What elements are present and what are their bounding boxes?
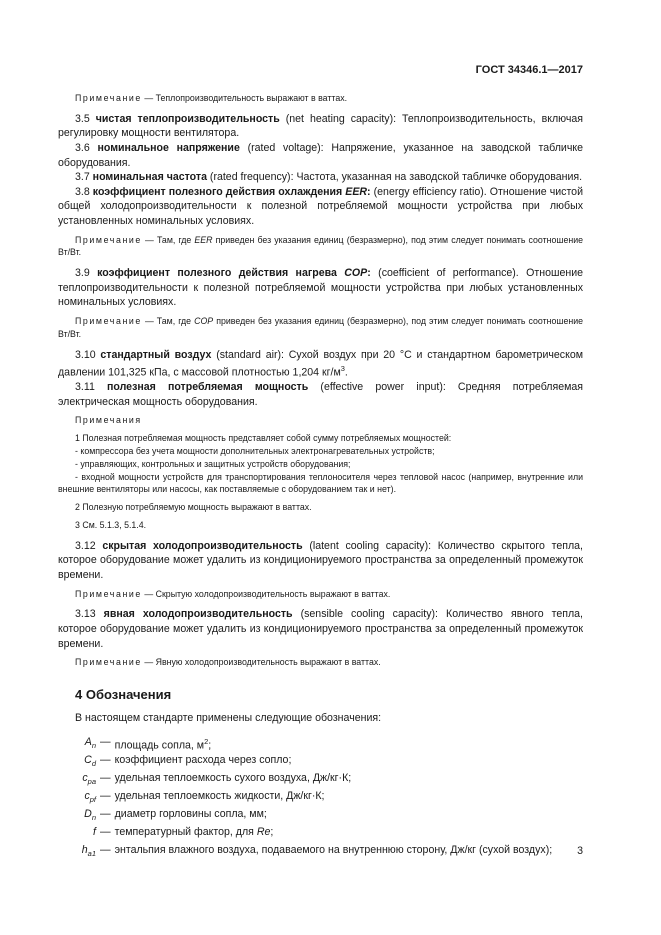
note-item-3: 3 См. 5.1.3, 5.1.4. [75,520,147,530]
standard-header: ГОСТ 34346.1—2017 [475,64,583,76]
note-item-1: 1 Полезная потребляемая мощность представляет собой сумму потребляемых мощностей: [75,433,452,444]
definition-3-12: 3.12 скрытая холодопроизводительность (latent cooling capacity): Количество скрытого тепла, которое оборудование может удалить из кондиционируемого пространства за определенный промежуток времени. [58,539,583,581]
notes-label: Примечания [75,415,142,426]
page-number: 3 [577,845,583,857]
note-item-1a: - компрессора без учета мощности дополнительных электронагревательных устройств; [75,446,435,457]
note-latent: Примечание — Скрытую холодопроизводительность выражают в ваттах. [75,588,391,599]
definition-3-13: 3.13 явная холодопроизводительность (sensible cooling capacity): Количество явного тепла, которое оборудование может удалить из кондиционируемого пространства за определенный промежуток времени. [58,608,584,650]
symbol-row: $c_{pf}$ — удельная теплоемкость жидкости, Дж/кг·К; [84,789,325,804]
note-sensible: Примечание — Явную холодопроизводительность выражают в ваттах. [75,657,381,668]
section-4-intro: В настоящем стандарте применены следующие обозначения: [75,711,382,724]
section-4-title: 4 Обозначения [75,686,172,702]
definition-3-6: 3.6 номинальное напряжение (rated voltage): Напряжение, указанное на заводской табличке оборудования. [58,141,583,169]
note-heat-capacity: Примечание — Теплопроизводительность выражают в ваттах. [75,93,348,103]
note-cop: Примечание — Там, где COP приведен без указания единиц (безразмерно), под этим следует понимать соотношение Вт/Вт. [58,315,584,339]
note-item-2: 2 Полезную потребляемую мощность выражают в ваттах. [75,502,312,513]
definition-3-5: 3.5 чистая теплопроизводительность (net heating capacity): Теплопроизводительность, включая регулировку мощности вентилятора. [58,112,584,140]
definition-3-9: 3.9 коэффициент полезного действия нагрева COP: (coefficient of performance). Отношение теплопроизводительности к полезной потребляемой мощности устройства при любых установленных номинальных условиях. [58,267,584,309]
symbol-row: $c_{pa}$ — удельная теплоемкость сухого воздуха, Дж/кг·К; [82,771,352,786]
definition-3-8: 3.8 коэффициент полезного действия охлаждения EER: (energy efficiency ratio). Отношение чистой общей холодопроизводительности к полезной потребляемой мощности устройства при любых установленных номинальных условиях. [58,185,583,227]
symbol-row: $D_n$ — диаметр горловины сопла, мм; [84,807,267,822]
note-item-1b: - управляющих, контрольных и защитных устройств оборудования; [75,458,351,469]
note-item-1c: - входной мощности устройств для транспортирования теплоносителя через тепловой насос (например, внутренние или внешние вентиляторы или насосы, как поставляемые с оборудованием так и нет). [58,471,583,495]
symbol-row: f — температурный фактор, для Re; [93,825,274,838]
definition-3-11: 3.11 полезная потребляемая мощность (effective power input): Средняя потребляемая электрическая мощность оборудования. [58,381,584,408]
symbol-row: $A_n$ — площадь сопла, $м^2$; [84,735,212,752]
note-eer: Примечание — Там, где EER приведен без указания единиц (безразмерно), под этим следует понимать соотношение Вт/Вт. [58,234,584,258]
symbol-row: $C_d$ — коэффициент расхода через сопло; [84,753,292,768]
symbol-row: $h_{a1}$ — энтальпия влажного воздуха, подаваемого на внутреннюю сторону, Дж/кг (сухой воздух); [81,843,553,858]
definition-3-7: 3.7 номинальная частота (rated frequency): Частота, указанная на заводской табличке оборудования. [75,171,583,184]
page-content [58,92,583,861]
symbols-list [58,735,583,861]
definition-3-10: 3.10 стандартный воздух (standard air): Сухой воздух при 20 °C и стандартном барометрическом давлении 101,325 кПа, с массовой плотностью 1,204 $кг/м^3$. [58,348,584,379]
